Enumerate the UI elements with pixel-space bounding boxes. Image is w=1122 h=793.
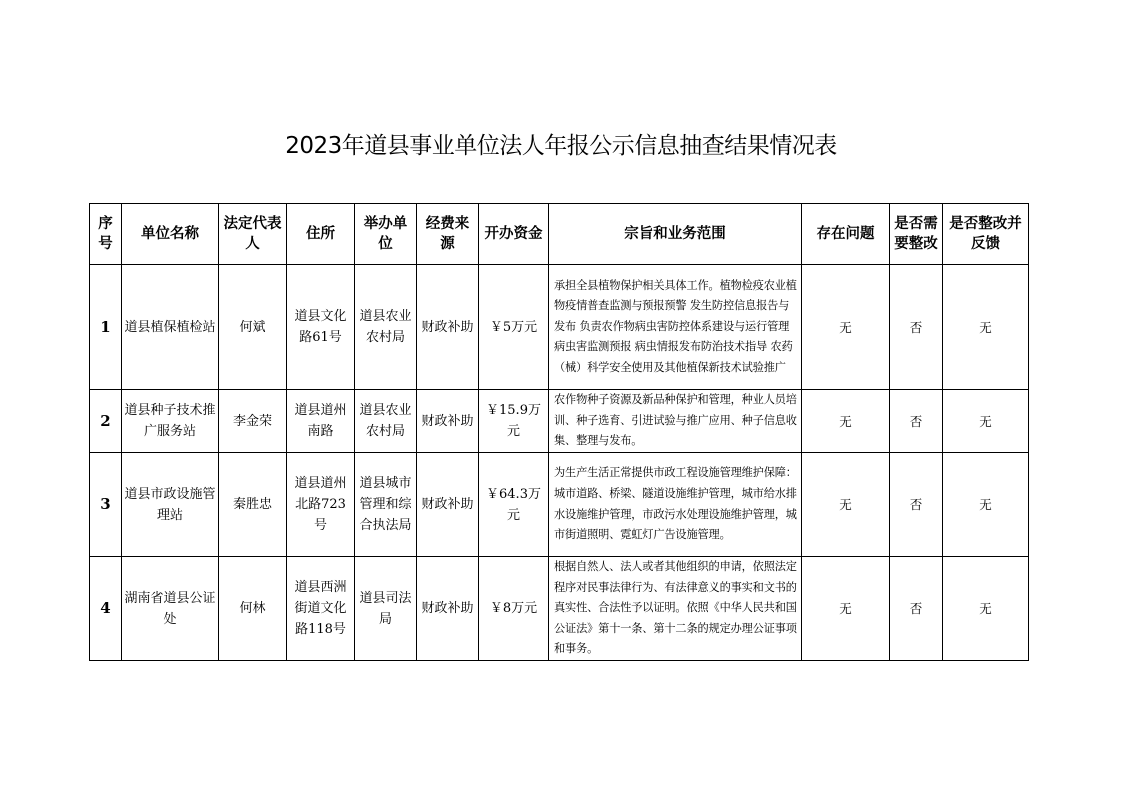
row-name: 道县种子技术推广服务站 [122, 390, 219, 453]
header-fixed: 是否整改并反馈 [943, 204, 1029, 265]
row-address: 道县文化路61号 [287, 265, 355, 390]
row-name: 道县植保植检站 [122, 265, 219, 390]
row-capital: ￥64.3万元 [479, 453, 549, 557]
row-name: 湖南省道县公证处 [122, 557, 219, 661]
header-name: 单位名称 [122, 204, 219, 265]
row-rep: 秦胜忠 [219, 453, 287, 557]
row-address: 道县西洲街道文化路118号 [287, 557, 355, 661]
row-seq: 1 [90, 265, 122, 390]
row-need-fix: 否 [890, 453, 943, 557]
row-capital: ￥15.9万元 [479, 390, 549, 453]
header-funding: 经费来源 [417, 204, 479, 265]
row-sponsor: 道县农业农村局 [355, 390, 417, 453]
row-fixed: 无 [943, 453, 1029, 557]
row-issue: 无 [802, 265, 890, 390]
header-seq: 序号 [90, 204, 122, 265]
row-funding: 财政补助 [417, 390, 479, 453]
row-need-fix: 否 [890, 557, 943, 661]
results-table [89, 203, 1029, 661]
table-row [90, 557, 1029, 661]
header-capital: 开办资金 [479, 204, 549, 265]
header-rep: 法定代表人 [219, 204, 287, 265]
header-need-fix: 是否需要整改 [890, 204, 943, 265]
row-scope: 承担全县植物保护相关具体工作。植物检疫农业植物疫情普查监测与预报预警 发生防控信息报告与发布 负责农作物病虫害防控体系建设与运行管理 病虫害监测预报 病虫情报发布防治技术指导 农药（械）科学安全使用及其他植保新技术试验推广 [549, 265, 802, 390]
row-seq: 3 [90, 453, 122, 557]
row-sponsor: 道县司法局 [355, 557, 417, 661]
row-scope: 农作物种子资源及新品种保护和管理，种业人员培训、种子选育、引进试验与推广应用、种子信息收集、整理与发布。 [549, 390, 802, 453]
header-scope: 宗旨和业务范围 [549, 204, 802, 265]
row-seq: 2 [90, 390, 122, 453]
row-fixed: 无 [943, 557, 1029, 661]
row-capital: ￥5万元 [479, 265, 549, 390]
row-issue: 无 [802, 453, 890, 557]
row-scope: 根据自然人、法人或者其他组织的申请，依照法定程序对民事法律行为、有法律意义的事实和文书的真实性、合法性予以证明。依照《中华人民共和国公证法》第十一条、第十二条的规定办理公证事项和事务。 [549, 557, 802, 661]
row-rep: 何林 [219, 557, 287, 661]
row-need-fix: 否 [890, 390, 943, 453]
header-sponsor: 举办单位 [355, 204, 417, 265]
header-issue: 存在问题 [802, 204, 890, 265]
table-row [90, 265, 1029, 390]
row-issue: 无 [802, 557, 890, 661]
row-fixed: 无 [943, 265, 1029, 390]
row-name: 道县市政设施管理站 [122, 453, 219, 557]
row-funding: 财政补助 [417, 265, 479, 390]
page-title: 2023年道县事业单位法人年报公示信息抽查结果情况表 [285, 133, 837, 159]
row-funding: 财政补助 [417, 453, 479, 557]
row-rep: 李金荣 [219, 390, 287, 453]
row-address: 道县道州南路 [287, 390, 355, 453]
table-row [90, 453, 1029, 557]
row-capital: ￥8万元 [479, 557, 549, 661]
row-issue: 无 [802, 390, 890, 453]
row-seq: 4 [90, 557, 122, 661]
header-row [90, 204, 1029, 265]
row-address: 道县道州北路723号 [287, 453, 355, 557]
row-rep: 何斌 [219, 265, 287, 390]
row-sponsor: 道县农业农村局 [355, 265, 417, 390]
header-address: 住所 [287, 204, 355, 265]
row-fixed: 无 [943, 390, 1029, 453]
row-sponsor: 道县城市管理和综合执法局 [355, 453, 417, 557]
row-need-fix: 否 [890, 265, 943, 390]
row-scope: 为生产生活正常提供市政工程设施管理维护保障：城市道路、桥梁、隧道设施维护管理，城市给水排水设施维护管理，市政污水处理设施维护管理，城市街道照明、霓虹灯广告设施管理。 [549, 453, 802, 557]
table-row [90, 390, 1029, 453]
row-funding: 财政补助 [417, 557, 479, 661]
